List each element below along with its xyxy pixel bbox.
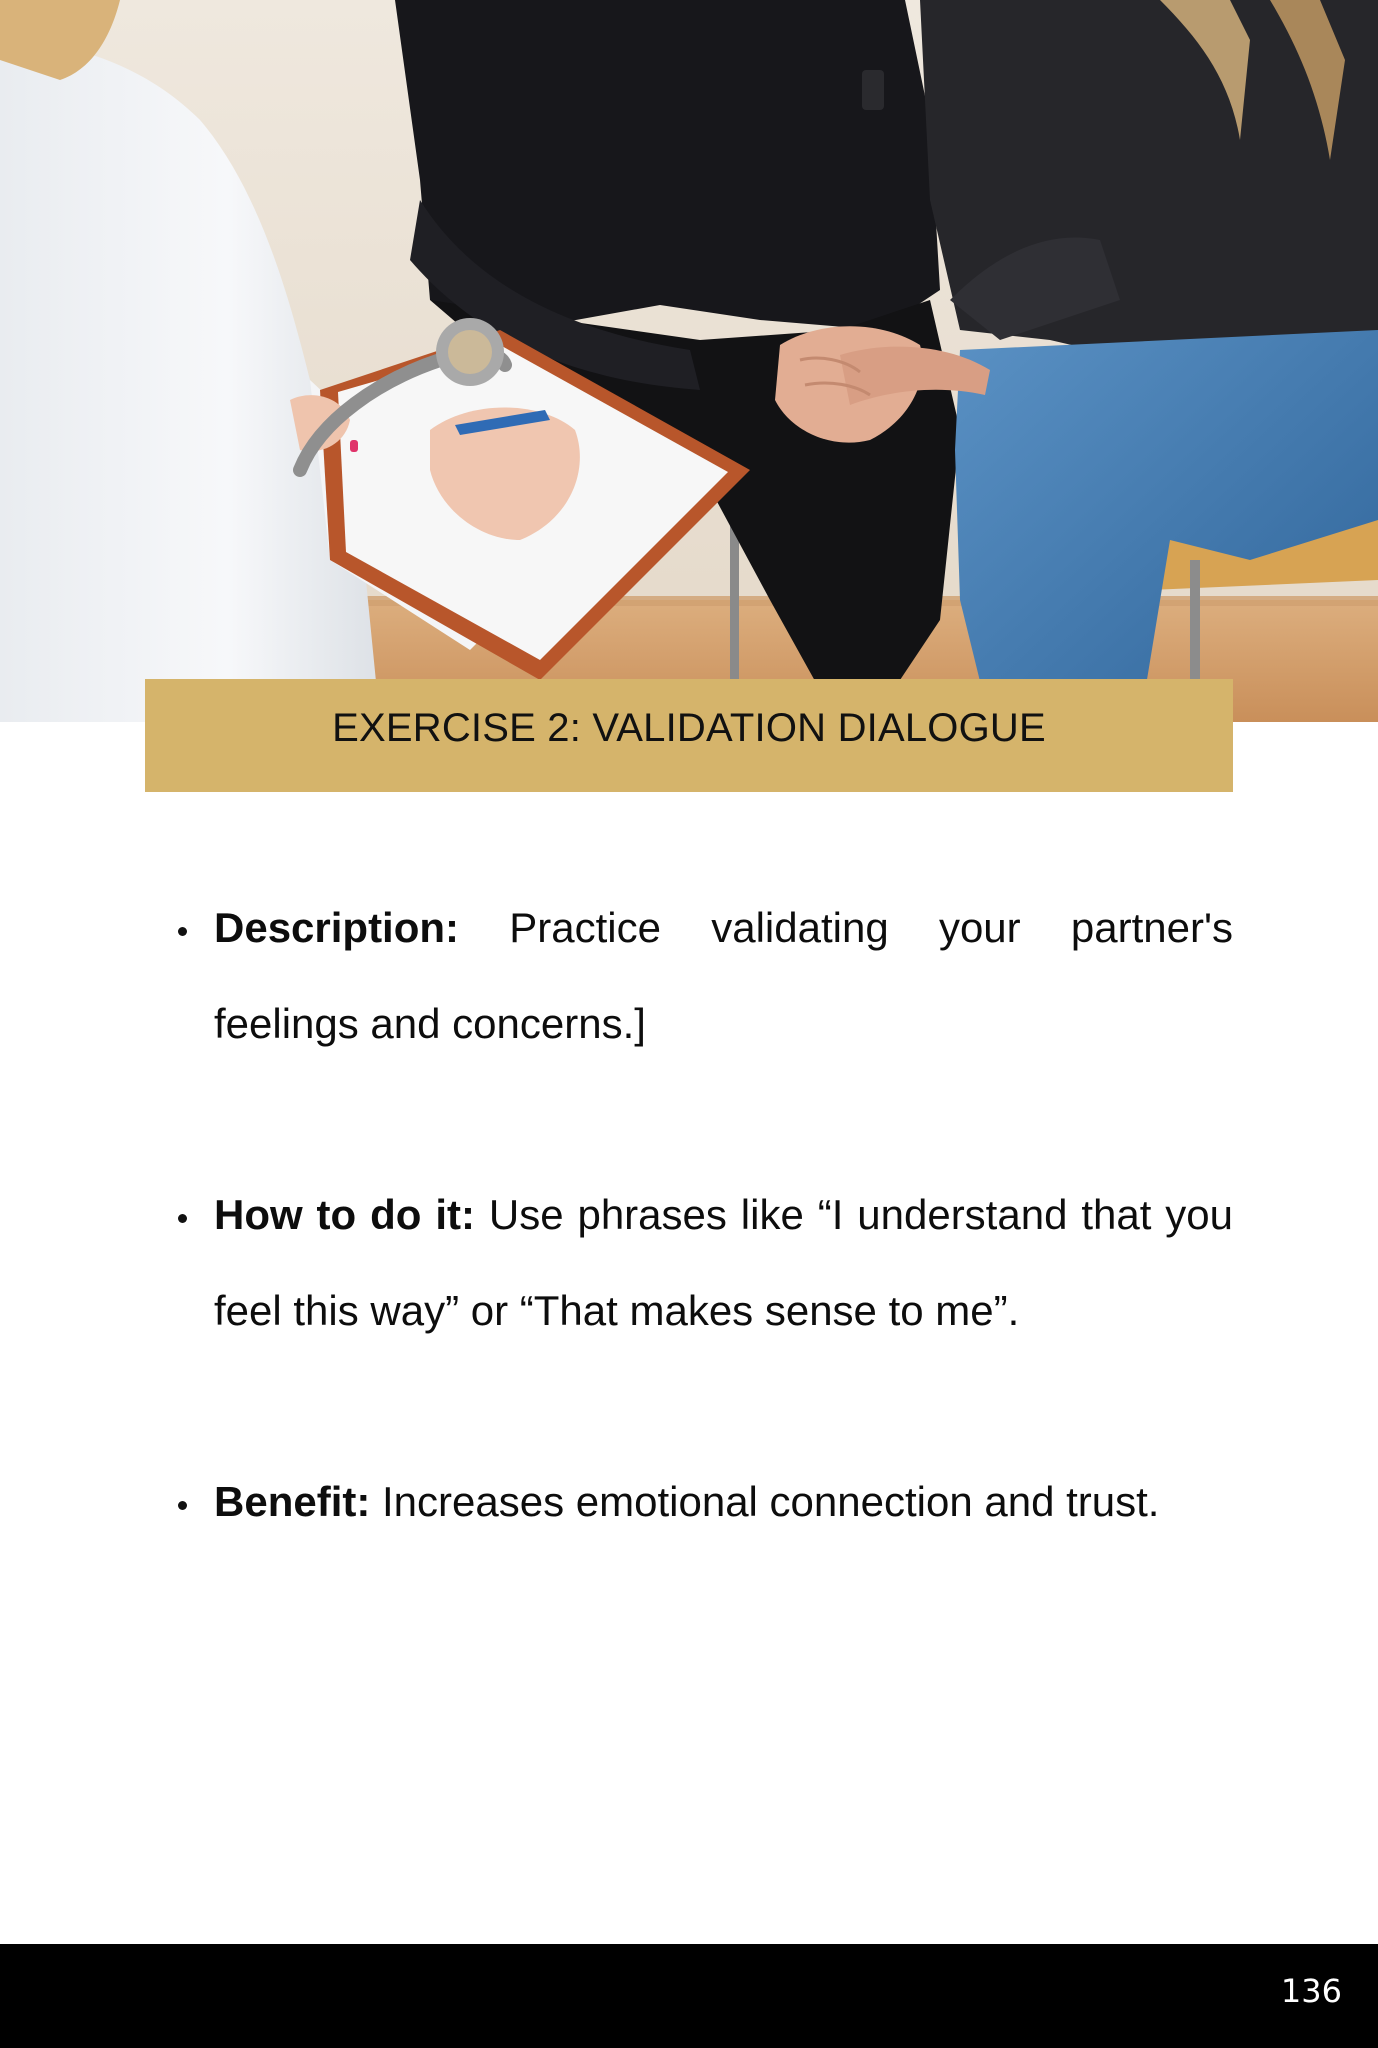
footer-bar bbox=[0, 1944, 1378, 2048]
bullet-text: Use phrases like “I understand that you feel this way” or “That makes sense to me”. bbox=[214, 1191, 1234, 1334]
therapy-session-illustration bbox=[0, 0, 1378, 722]
exercise-details bbox=[176, 880, 1233, 1550]
bullet-label: How to do it: bbox=[214, 1191, 475, 1238]
bullet-label: Description: bbox=[214, 904, 460, 951]
title-banner bbox=[145, 679, 1233, 792]
hero-photo bbox=[0, 0, 1378, 722]
bullet-text: Practice validating your partner's feelings and concerns.] bbox=[214, 904, 1233, 1047]
page-number: 136 bbox=[1280, 1972, 1342, 2010]
bullet-label: Benefit: bbox=[214, 1478, 371, 1525]
page-title: EXERCISE 2: VALIDATION DIALOGUE bbox=[332, 706, 1046, 750]
list-item-how-to bbox=[176, 1167, 1233, 1359]
list-item-benefit bbox=[176, 1454, 1233, 1550]
bullet-text: Increases emotional connection and trust. bbox=[382, 1478, 1160, 1525]
list-item-description bbox=[176, 880, 1233, 1072]
